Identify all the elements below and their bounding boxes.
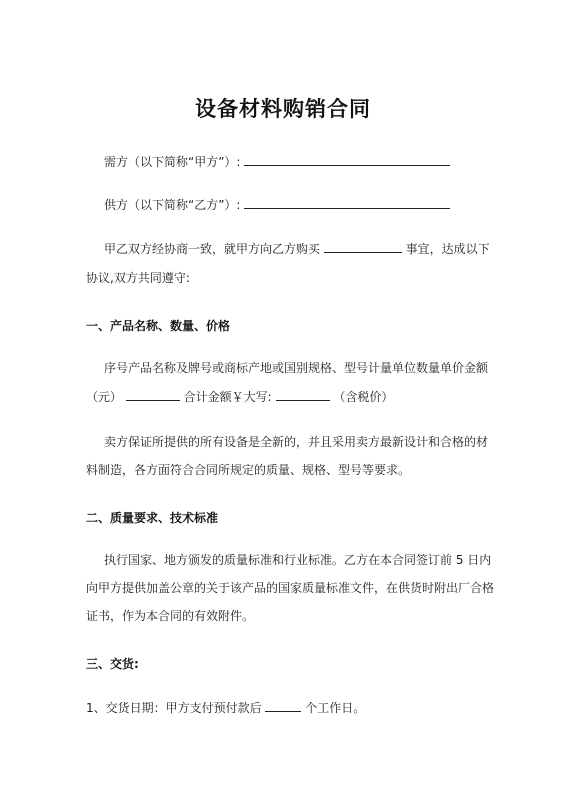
section2-line-1: 执行国家、地方颁发的质量标准和行业标准。乙方在本合同签订前 5 日内 [104,553,492,567]
seller-blank [244,196,450,209]
delivery-days-blank [265,699,301,712]
document-title: 设备材料购销合同 [195,97,371,121]
section3-heading: 三、交货: [86,657,139,671]
section3-item-1 [86,699,365,716]
buyer-blank [244,153,450,166]
section2-line-2: 向甲方提供加盖公章的关于该产品的国家质量标准文件，在供货时附出厂合格 [86,581,495,595]
total-amount-label: 合计金额￥大写: [183,390,272,404]
amount-blank [126,388,180,401]
section1-line-1: 序号产品名称及牌号或商标产地或国别规格、型号计量单位数量单价金额 [104,361,489,375]
intro-text-2: 事宜，达成以下 [405,242,490,256]
intro-line-2: 协议,双方共同遵守: [86,271,190,285]
section2-heading: 二、质量要求、技术标准 [86,511,219,525]
section2-line-3: 证书，作为本合同的有效附件。 [86,609,255,623]
section1-para2-line-2: 料制造，各方面符合合同所规定的质量、规格、型号等要求。 [86,463,411,477]
section1-heading: 一、产品名称、数量、价格 [86,319,231,333]
section1-para2-line-1: 卖方保证所提供的所有设备是全新的，并且采用卖方最新设计和合格的材 [104,435,489,449]
total-uppercase-blank [276,388,330,401]
intro-text-1: 甲乙双方经协商一致，就甲方向乙方购买 [104,242,321,256]
buyer-label: 需方（以下简称“甲方”）: [104,155,241,169]
unit-yuan-label: （元） [86,390,123,404]
intro-line-1 [104,240,490,257]
seller-label: 供方（以下简称“乙方”）: [104,198,241,212]
section1-line-2 [86,388,393,405]
seller-line [104,196,450,213]
tax-included-label: （含税价） [333,390,394,404]
product-blank [324,240,402,253]
delivery-date-label: 1、交货日期：甲方支付预付款后 [86,701,262,715]
working-days-label: 个工作日。 [305,701,366,715]
buyer-line [104,153,450,170]
